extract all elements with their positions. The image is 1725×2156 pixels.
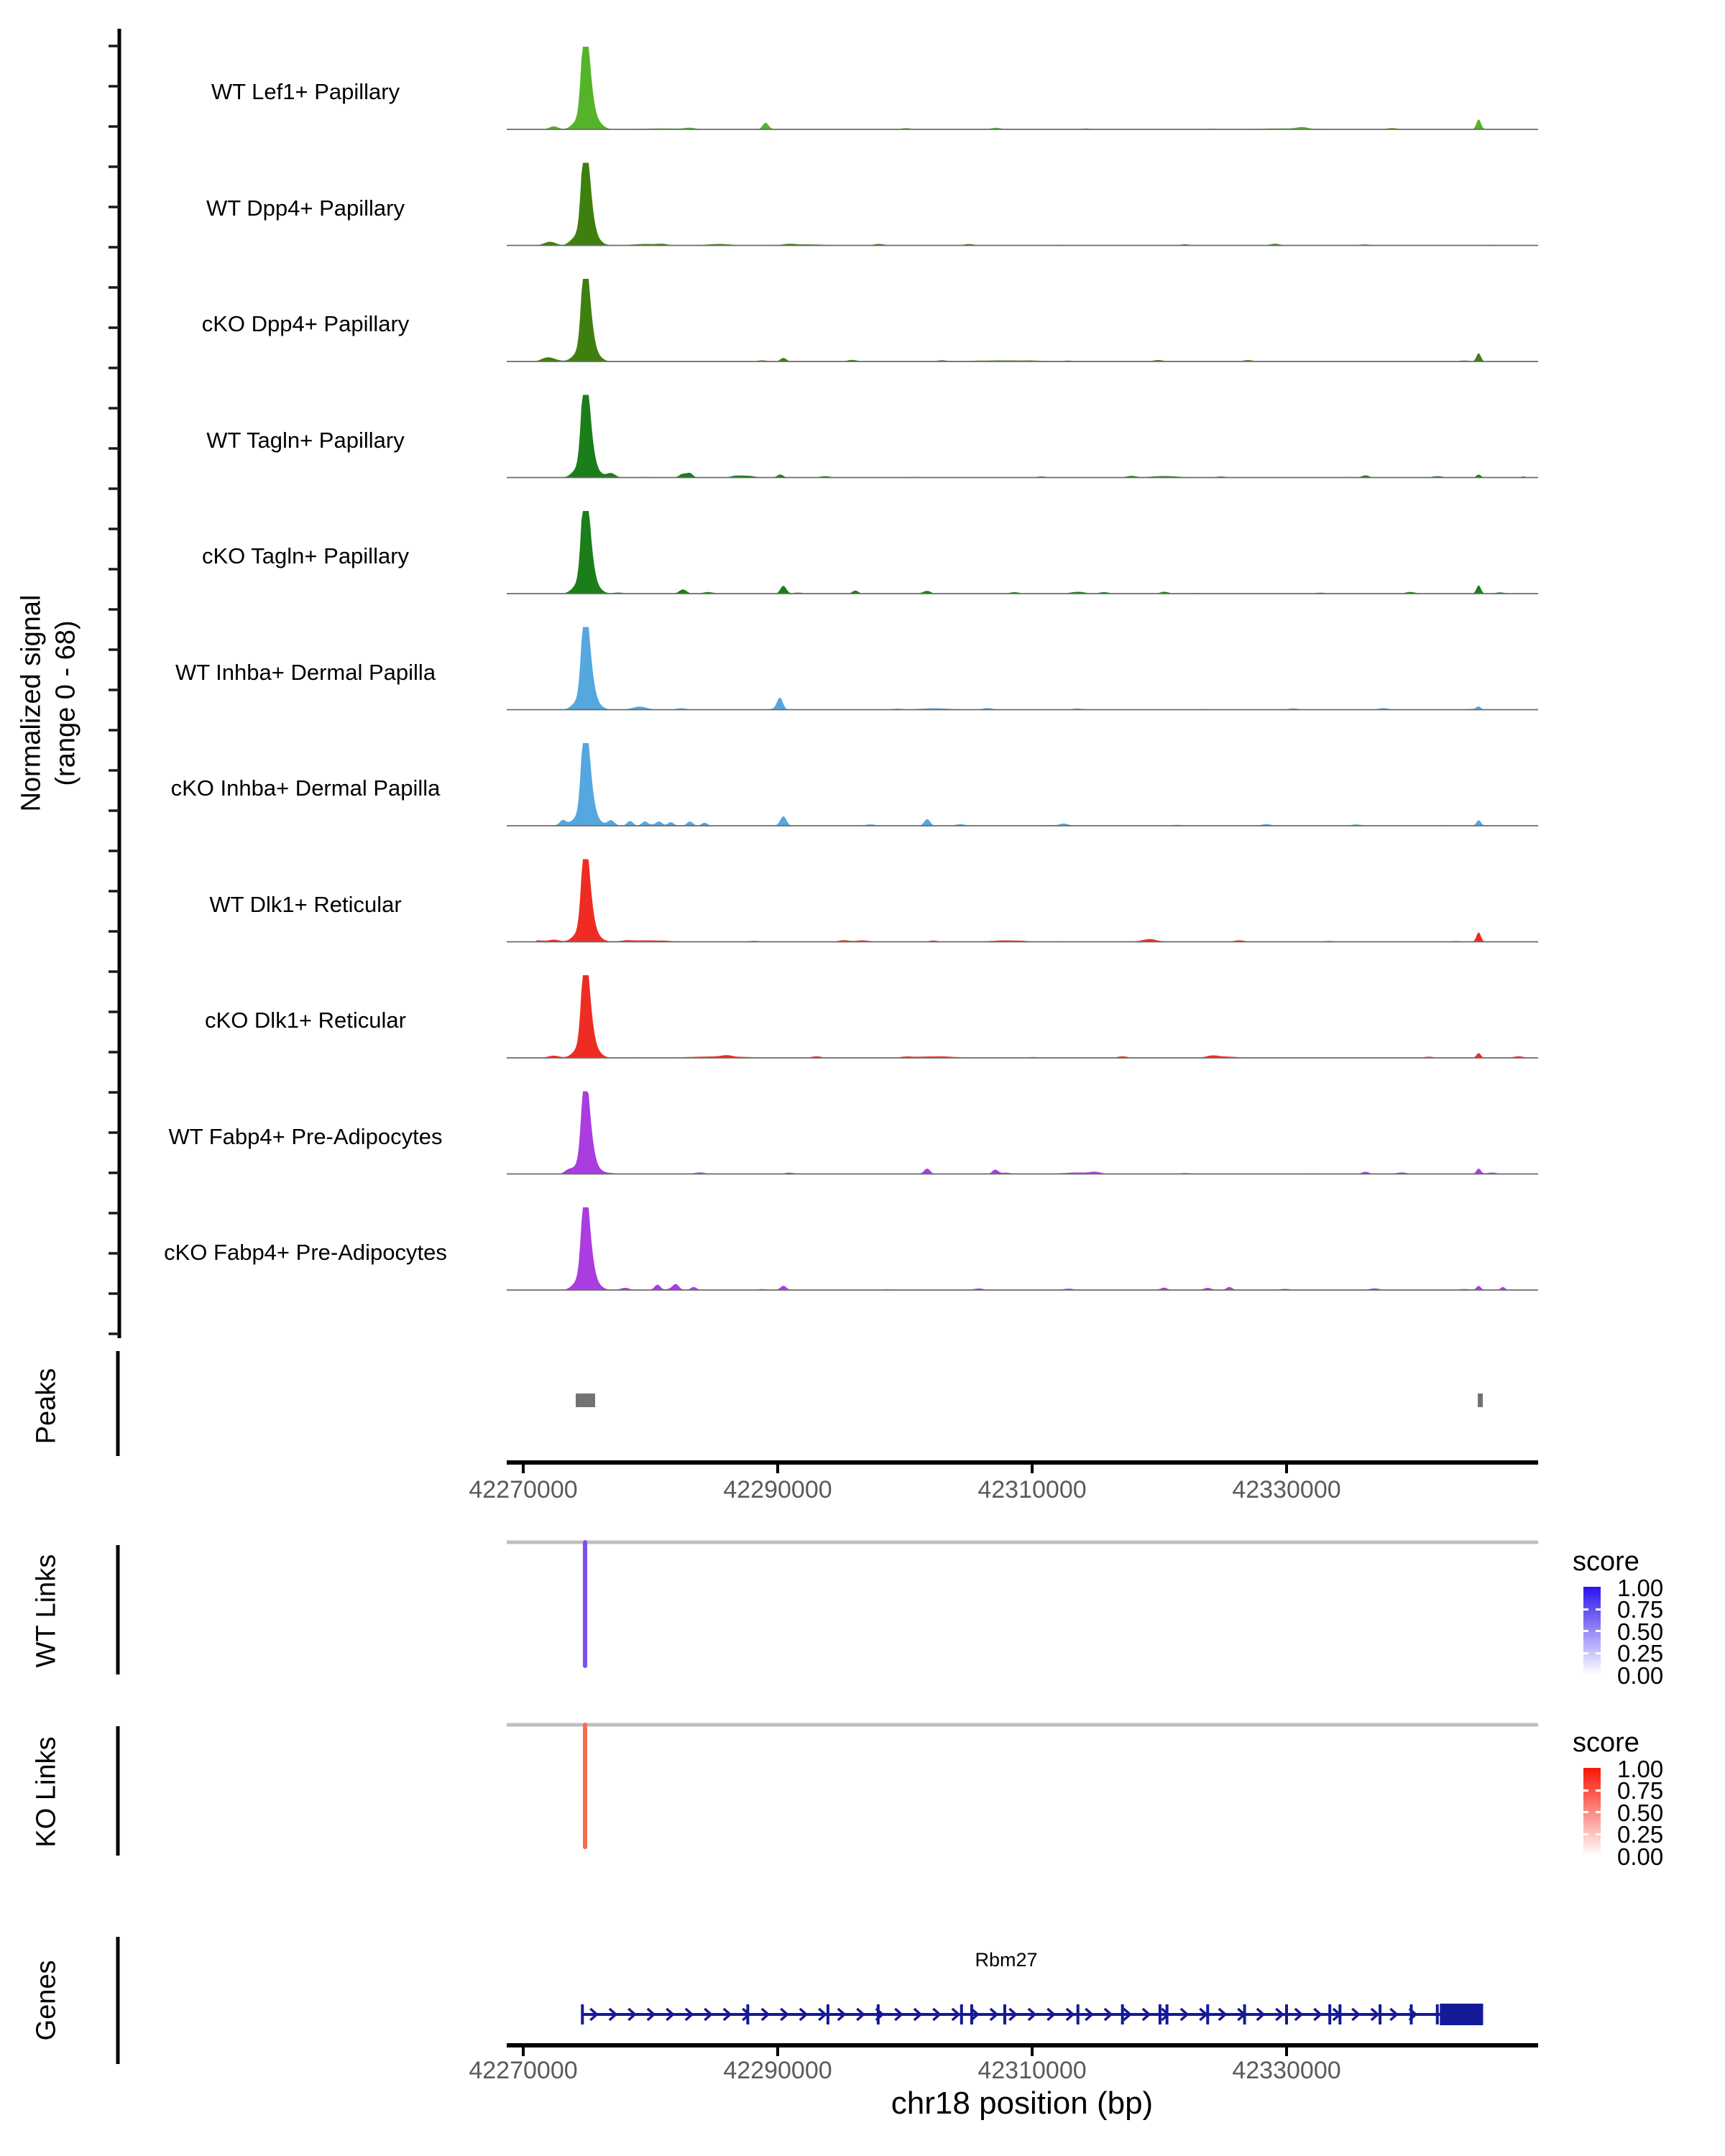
legend-bar-notch: [1596, 1652, 1601, 1654]
ko-score-tick-label: 0.00: [1617, 1843, 1664, 1870]
section-label-wt-links: WT Links: [31, 1554, 62, 1668]
section-label-ko-links: KO Links: [31, 1736, 62, 1848]
track-label: cKO Tagln+ Papillary: [201, 543, 410, 568]
track-label: WT Dpp4+ Papillary: [206, 195, 405, 221]
wt-score-tick-label: 0.25: [1617, 1640, 1664, 1667]
track-label: cKO Fabp4+ Pre-Adipocytes: [164, 1240, 447, 1265]
coverage-track-4: [507, 395, 1538, 478]
legend-bar-notch: [1583, 1789, 1588, 1792]
track-label: cKO Dlk1+ Reticular: [205, 1008, 406, 1033]
section-label-genes: Genes: [31, 1960, 62, 2041]
coverage-track-6: [507, 627, 1538, 710]
lower-x-tick-label: 42330000: [1232, 2057, 1341, 2084]
track-label: cKO Dpp4+ Papillary: [201, 311, 410, 336]
coverage-track-1: [507, 47, 1538, 129]
legend-bar-notch: [1583, 1608, 1588, 1611]
legend-bar-notch: [1596, 1833, 1601, 1835]
y-axis-label-line1: Normalized signal: [16, 594, 47, 812]
y-axis-label: [15, 452, 83, 955]
coverage-track-11: [507, 1207, 1538, 1290]
wt-score-tick-label: 0.50: [1617, 1618, 1664, 1645]
track-label: WT Inhba+ Dermal Papilla: [175, 659, 436, 685]
wt-score-tick-label: 0.00: [1617, 1662, 1664, 1689]
ko-score-tick-label: 0.25: [1617, 1821, 1664, 1848]
track-label: WT Fabp4+ Pre-Adipocytes: [168, 1123, 443, 1149]
ko-score-gradient-bar: [1583, 1768, 1601, 1856]
legend-bar-notch: [1596, 1630, 1601, 1632]
track-label: WT Tagln+ Papillary: [206, 427, 405, 453]
legend-bar-notch: [1596, 1789, 1601, 1792]
upper-x-tick-label: 42330000: [1232, 1476, 1341, 1503]
lower-x-tick-label: 42290000: [723, 2057, 832, 2084]
wt-score-tick-label: 1.00: [1617, 1575, 1664, 1601]
gene-terminal-exon: [1440, 2004, 1483, 2025]
upper-x-tick-label: 42270000: [469, 1476, 578, 1503]
coverage-track-9: [507, 975, 1538, 1058]
lower-x-tick-label: 42270000: [469, 2057, 578, 2084]
legend-bar-notch: [1596, 1811, 1601, 1813]
legend-bar-notch: [1583, 1833, 1588, 1835]
wt-score-legend-title: score: [1573, 1547, 1639, 1577]
y-axis-label-line2: (range 0 - 68): [50, 620, 80, 786]
coverage-track-5: [507, 511, 1538, 594]
upper-x-tick-label: 42290000: [723, 1476, 832, 1503]
track-label: WT Lef1+ Papillary: [211, 79, 400, 104]
legend-bar-notch: [1596, 1608, 1601, 1611]
coverage-track-7: [507, 743, 1538, 826]
track-label: WT Dlk1+ Reticular: [209, 891, 402, 917]
legend-bar-notch: [1583, 1811, 1588, 1813]
coverage-track-3: [507, 279, 1538, 361]
coverage-track-2: [507, 163, 1538, 246]
wt-score-tick-label: 0.75: [1617, 1596, 1664, 1623]
ko-score-tick-label: 1.00: [1617, 1756, 1664, 1782]
peak-region-box: [1478, 1393, 1483, 1407]
upper-x-tick-label: 42310000: [978, 1476, 1087, 1503]
x-axis-title: chr18 position (bp): [891, 2086, 1154, 2121]
coverage-track-10: [507, 1092, 1538, 1174]
ko-score-legend-title: score: [1573, 1728, 1639, 1758]
legend-bar-notch: [1583, 1652, 1588, 1654]
gene-name-label: Rbm27: [975, 1949, 1038, 1971]
track-label: cKO Inhba+ Dermal Papilla: [170, 775, 441, 801]
ko-score-tick-label: 0.75: [1617, 1777, 1664, 1804]
legend-bar-notch: [1583, 1630, 1588, 1632]
coverage-track-8: [507, 860, 1538, 942]
lower-x-tick-label: 42310000: [978, 2057, 1087, 2084]
ko-score-tick-label: 0.50: [1617, 1800, 1664, 1826]
wt-score-gradient-bar: [1583, 1587, 1601, 1674]
section-label-peaks: Peaks: [31, 1368, 62, 1445]
peak-region-box: [576, 1393, 595, 1407]
